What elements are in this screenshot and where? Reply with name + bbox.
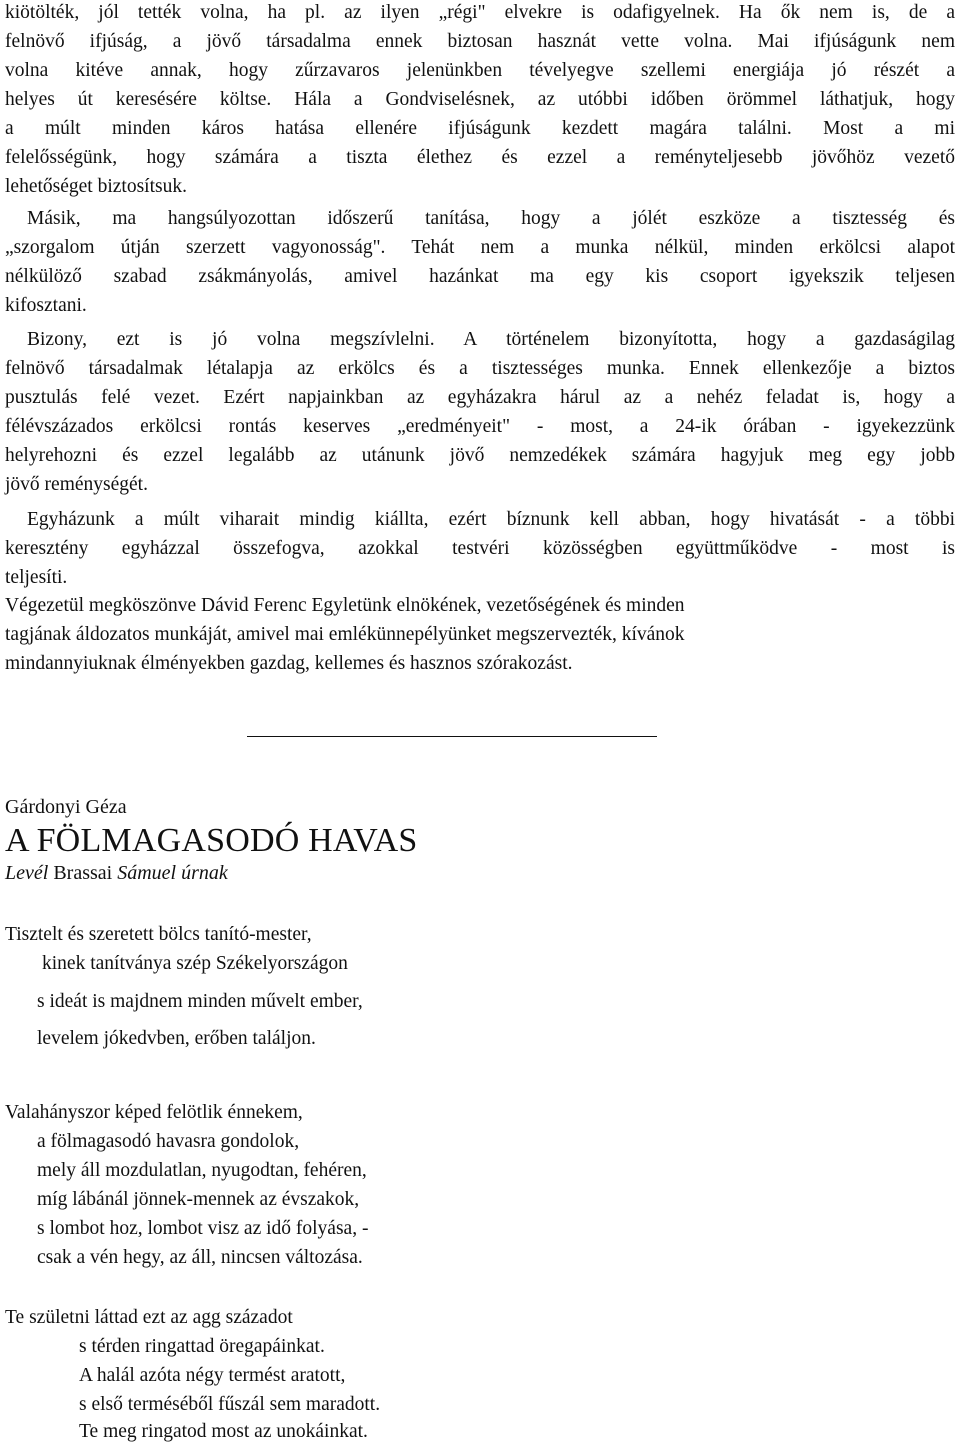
poem-subtitle xyxy=(5,862,228,885)
text-line: felelősségünk, hogy számára a tiszta élethez és ezzel a reményteljesebb jövőhöz vezető xyxy=(5,147,955,168)
text-line: Másik, ma hangsúlyozottan időszerű tanítása, hogy a jólét eszköze a tisztesség és xyxy=(27,208,955,229)
verse-line: s térden ringattad öregapáinkat. xyxy=(79,1336,325,1357)
text-line: helyes út keresésére költse. Hála a Gondviselésnek, az utóbbi időben örömmel láthatjuk, hogy xyxy=(5,89,955,110)
verse-line: csak a vén hegy, az áll, nincsen változása. xyxy=(37,1247,363,1268)
text-line: felnövő ifjúság, a jövő társadalma ennek biztosan hasznát vette volna. Mai ifjúságunk nem xyxy=(5,31,955,52)
verse-line: Te meg ringatod most az unokáinkat. xyxy=(79,1421,368,1442)
verse-line: s lombot hoz, lombot visz az idő folyása, - xyxy=(37,1218,369,1239)
poem-title: A FÖLMAGASODÓ HAVAS xyxy=(5,822,418,859)
text-line: teljesíti. xyxy=(5,567,68,588)
text-line: lehetőséget biztosítsuk. xyxy=(5,176,187,197)
text-line: nélkülöző szabad zsákmányolás, amivel hazánkat ma egy kis csoport igyekszik teljesen xyxy=(5,266,955,287)
text-line: kifosztani. xyxy=(5,295,87,316)
paragraph-3 xyxy=(5,325,955,499)
poem-author: Gárdonyi Géza xyxy=(5,796,127,818)
verse-line: Tisztelt és szeretett bölcs tanító-mester, xyxy=(5,924,312,945)
paragraph-1 xyxy=(5,0,955,201)
subtitle-plain-part: Brassai xyxy=(53,862,113,884)
text-line: „szorgalom útján szerzett vagyonosság". Tehát nem a munka nélkül, minden erkölcsi alapot xyxy=(5,237,955,258)
paragraph-2 xyxy=(5,204,955,320)
paragraph-4 xyxy=(5,505,955,592)
subtitle-italic-part: Sámuel úrnak xyxy=(117,862,228,884)
text-line: keresztény egyházzal összefogva, azokkal testvéri közösségben együttműködve - most is xyxy=(5,538,955,559)
text-line: Egyházunk a múlt viharait mindig kiállta, ezért bíznunk kell abban, hogy hivatását - a többi xyxy=(27,509,955,530)
paragraph-5 xyxy=(5,591,895,678)
text-line: pusztulás felé vezet. Ezért napjainkban az egyházakra hárul az a nehéz feladat is, hogy a xyxy=(5,387,955,408)
text-line: tagjának áldozatos munkáját, amivel mai emlékünnepélyünket megszervezték, kívánok xyxy=(5,624,685,645)
verse-line: s ideát is majdnem minden művelt ember, xyxy=(37,991,363,1012)
verse-line: Te születni láttad ezt az agg századot xyxy=(5,1307,293,1328)
text-line: helyrehozni és ezzel legalább az utánunk jövő nemzedékek számára hagyjuk meg egy jobb xyxy=(5,445,955,466)
verse-line: kinek tanítványa szép Székelyországon xyxy=(42,953,348,974)
text-line: félévszázados erkölcsi rontás keserves „eredményeit" - most, a 24-ik órában - igyekezzünk xyxy=(5,416,955,437)
text-line: Bizony, ezt is jó volna megszívlelni. A történelem bizonyította, hogy a gazdaságilag xyxy=(27,329,955,350)
verse-line: mely áll mozdulatlan, nyugodtan, fehéren, xyxy=(37,1160,367,1181)
verse-line: a fölmagasodó havasra gondolok, xyxy=(37,1131,300,1152)
subtitle-italic-part: Levél xyxy=(5,862,49,884)
text-line: felnövő társadalmak létalapja az erkölcs és a tisztességes munka. Ennek ellenkezője a biztos xyxy=(5,358,955,379)
text-line: kiötölték, jól tették volna, ha pl. az ilyen „régi" elvekre is odafigyelnek. Ha ők nem is, de a xyxy=(5,2,955,23)
section-divider xyxy=(247,736,657,737)
verse-line: s első terméséből fűszál sem maradott. xyxy=(79,1394,381,1415)
text-line: mindannyiuknak élményekben gazdag, kellemes és hasznos szórakozást. xyxy=(5,653,573,674)
text-line: volna kitéve annak, hogy zűrzavaros jelenünkben tévelyegve szellemi energiája jó részét a xyxy=(5,60,955,81)
verse-line: A halál azóta négy termést aratott, xyxy=(79,1365,346,1386)
text-line: Végezetül megköszönve Dávid Ferenc Egyletünk elnökének, vezetőségének és minden xyxy=(5,595,685,616)
verse-line: Valahányszor képed felötlik énnekem, xyxy=(5,1102,303,1123)
text-line: a múlt minden káros hatása ellenére ifjúságunk kezdett magára találni. Most a mi xyxy=(5,118,955,139)
verse-line: levelem jókedvben, erőben találjon. xyxy=(37,1028,316,1049)
text-line: jövő reménységét. xyxy=(5,474,148,495)
verse-line: míg lábánál jönnek-mennek az évszakok, xyxy=(37,1189,360,1210)
